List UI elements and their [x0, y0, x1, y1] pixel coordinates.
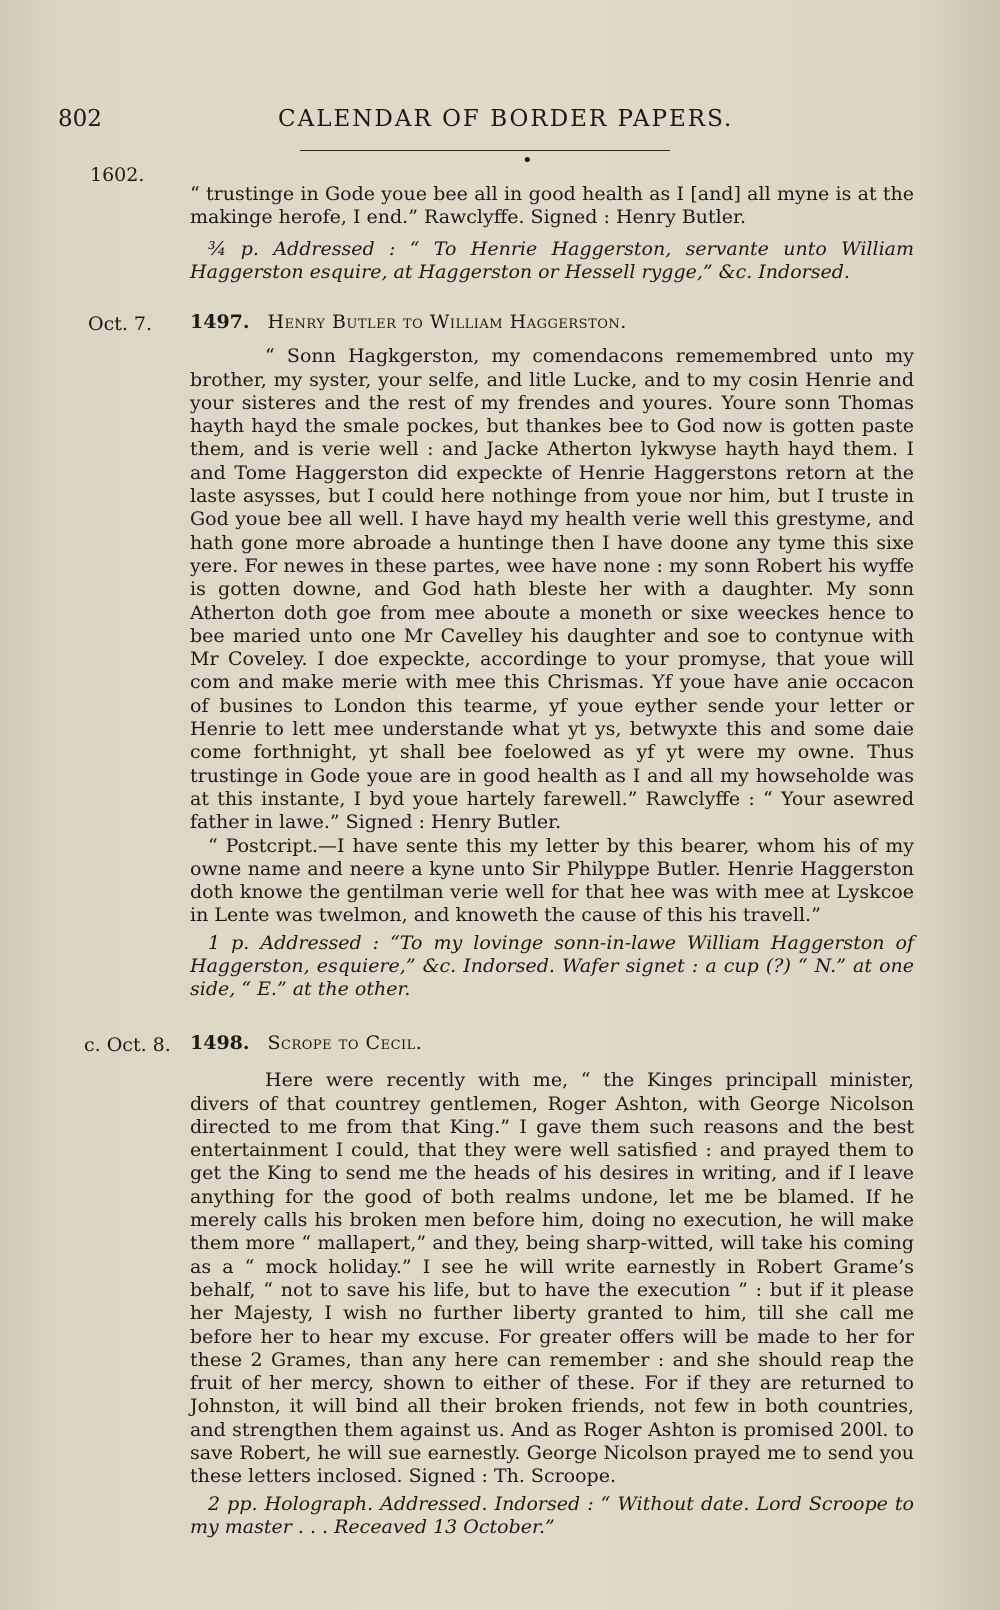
entry-1497 [190, 311, 914, 1002]
calendar-text: Here were recently with me, “ the Kinges principall minister, divers of that countrey gentlemen, Roger Ashton, with George Nicolson directed to me from that King.” I gave them such reasons and the best entertainment I could, that they were well satisfied : and prayed them to get the King to send me the heads of his desires in writing, and if I leave anything for the good of both realms undone, let me be blamed. If he merely calls his broken men before him, doing no execution, he will make them more “ mallapert,” and they, being sharp-witted, will take his coming as a “ mock holiday.” I see he will write earnestly in Robert Grame’s behalf, “ not to save his life, but to have the execution ” : but if it please her Majesty, I wish no further liberty granted to him, till she call me before her to hear my excuse. For greater offers will be made to her for these 2 Grames, than any here can remember : and she should reap the fruit of her mercy, shown to either of these. For if they are returned to Johnston, it will bind all their broken friends, not few in both countries, and strengthen them against us. And as Roger Ashton is promised 200l. to save Robert, he will sue earnestly. George Nicolson prayed me to send you these letters inclosed. Signed : Th. Scroope. [190, 1069, 914, 1488]
continuation-block [190, 183, 914, 284]
ornament-dot: • [522, 150, 533, 171]
entry-number: 1497. [190, 311, 250, 333]
letter-text: “ Sonn Hagkgerston, my comendacons rememembred unto my brother, my syster, your selfe, and litle Lucke, and to my cosin Henrie and your sisteres and the rest of my frendes and youres. Youre sonn Thomas hayth hayd the smale pockes, but thankes bee to God now is gotten paste them, and is verie well : and Jacke Atherton lykwyse hayth hayd them. I and Tome Haggerston did expeckte of Henrie Haggerstons retorn at the laste asysses, but I could here nothinge from youe nor him, but I truste in God youe bee all well. I have hayd my health verie well this grestyme, and hath gone more abroade a huntinge then I have doone any tyme this sixe yere. For newes in these partes, wee have none : my sonn Robert his wyffe is gotten downe, and God hath bleste her with a daughter. My sonn Atherton doth goe from mee aboute a moneth or sixe weeckes hence to bee maried unto one Mr Cavelley his daughter and soe to contynue with Mr Coveley. I doe expeckte, accordinge to your promyse, that youe will com and make merie with mee this Chrismas. Yf youe have anie occacon of busines to London this tearme, yf youe eyther sende your letter or Henrie to lett mee understande what yt ys, betwyxte this and some daie come forthnight, yt shall bee foelowed as yf yt were my owne. Thus trustinge in Gode youe are in good health as I and all my howseholde was at this instante, I byd youe hartely farewell.” Rawclyffe : “ Your asewred father in lawe.” Signed : Henry Butler. [190, 345, 914, 834]
entry-note: 2 pp. Holograph. Addressed. Indorsed : “ Without date. Lord Scroope to my master . . . Receaved 13 October.” [190, 1492, 914, 1538]
entry-heading [190, 311, 914, 334]
entry-number: 1498. [190, 1032, 250, 1054]
header-rule [300, 150, 670, 151]
page-header [58, 106, 958, 146]
entry-date-1498: c. Oct. 8. [84, 1034, 171, 1056]
entry-date-1497: Oct. 7. [88, 313, 153, 335]
entry-note: 1 p. Addressed : “To my lovinge sonn-in-lawe William Haggerston of Haggerston, esquiere,” &c. Indorsed. Wafer signet : a cup (?) “ N.” at one side, “ E.” at the other. [190, 931, 914, 1001]
running-title: CALENDAR OF BORDER PAPERS. [278, 106, 734, 132]
entry-title: Scrope to Cecil. [267, 1032, 423, 1054]
postscript-text: “ Postcript.—I have sente this my letter by this bearer, whom his of my owne name and neere a kyne unto Sir Philyppe Butler. Henrie Haggerston doth knowe the gentilman verie well for that hee was with mee at Lyskcoe in Lente was twelmon, and knoweth the cause of this his travell.” [190, 834, 914, 927]
continuation-text: “ trustinge in Gode youe bee all in good health as I [and] all myne is at the makinge herofe, I end.” Rawclyffe. Signed : Henry Butler. [190, 183, 914, 229]
continuation-note: ¾ p. Addressed : “ To Henrie Haggerston, servante unto William Haggerston esquire, at Haggerston or Hessell rygge,” &c. Indorsed. [190, 237, 914, 283]
entry-1498 [190, 1032, 914, 1539]
entry-heading [190, 1032, 914, 1055]
entry-title: Henry Butler to William Haggerston. [267, 311, 627, 333]
margin-year: 1602. [90, 164, 145, 186]
page-number: 802 [58, 106, 102, 132]
